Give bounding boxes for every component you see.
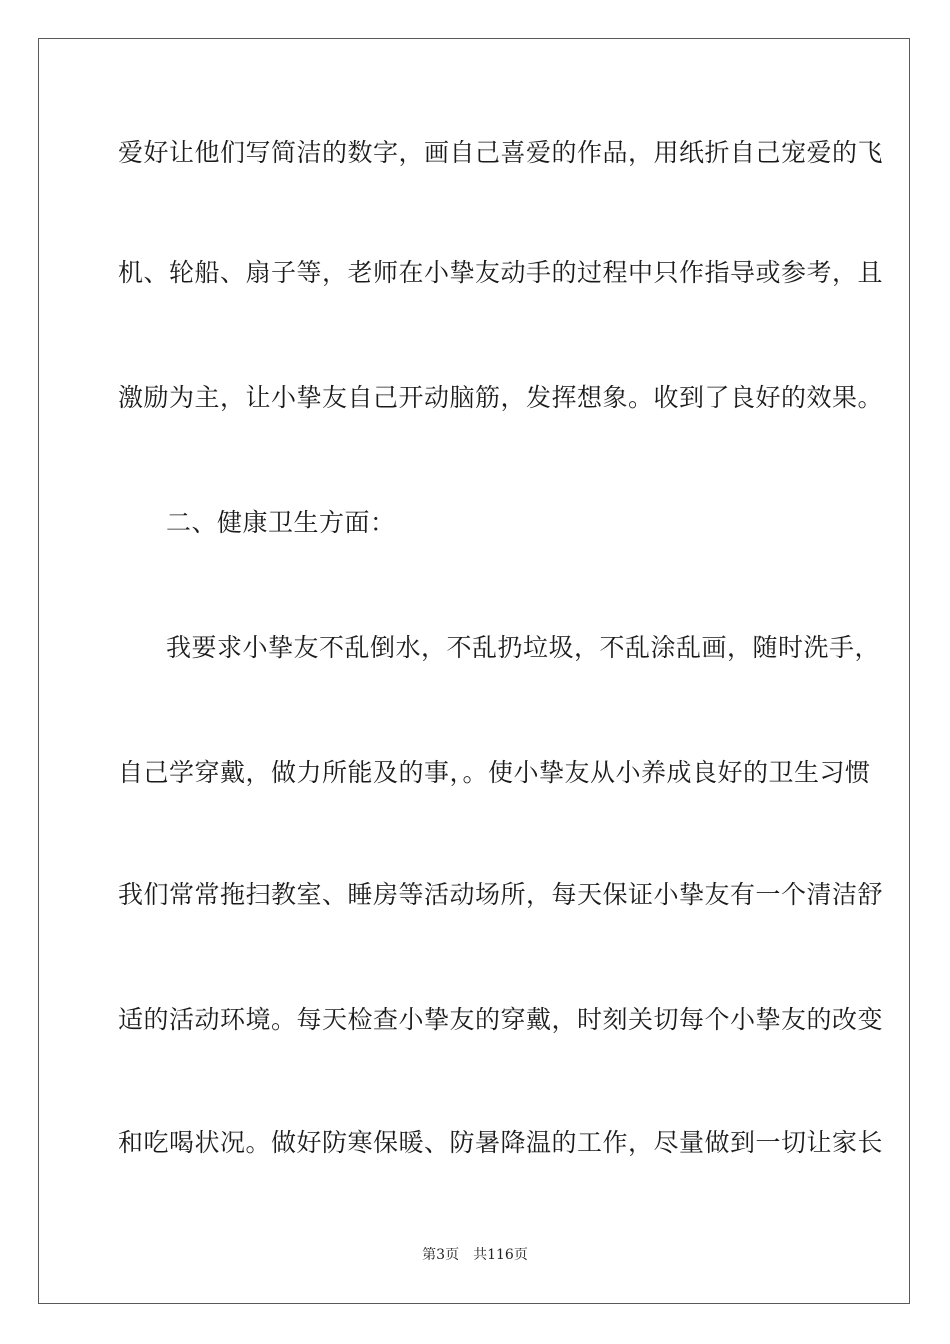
page-footer: [0, 1246, 950, 1264]
text-line: 激励为主，让小挚友自己开动脑筋，发挥想象。收到了良好的效果。: [118, 383, 884, 412]
page-total: 共116页: [473, 1247, 528, 1263]
text-line: 我们常常拖扫教室、睡房等活动场所，每天保证小挚友有一个清洁舒: [118, 880, 884, 909]
text-line: 我要求小挚友不乱倒水，不乱扔垃圾，不乱涂乱画，随时洗手，: [166, 633, 881, 662]
page-number: 第3页: [422, 1247, 460, 1263]
text-line: 适的活动环境。每天检查小挚友的穿戴，时刻关切每个小挚友的改变: [118, 1005, 884, 1034]
section-heading: 二、健康卫生方面：: [166, 508, 396, 537]
text-line: 和吃喝状况。做好防寒保暖、防暑降温的工作，尽量做到一切让家长: [118, 1128, 884, 1157]
text-line: 爱好让他们写简洁的数字，画自己喜爱的作品，用纸折自己宠爱的飞: [118, 138, 884, 167]
text-line: 自己学穿戴，做力所能及的事，。使小挚友从小养成良好的卫生习惯: [118, 758, 871, 787]
page-border: [38, 38, 910, 1304]
text-line: 机、轮船、扇子等，老师在小挚友动手的过程中只作指导或参考，且: [118, 258, 884, 287]
